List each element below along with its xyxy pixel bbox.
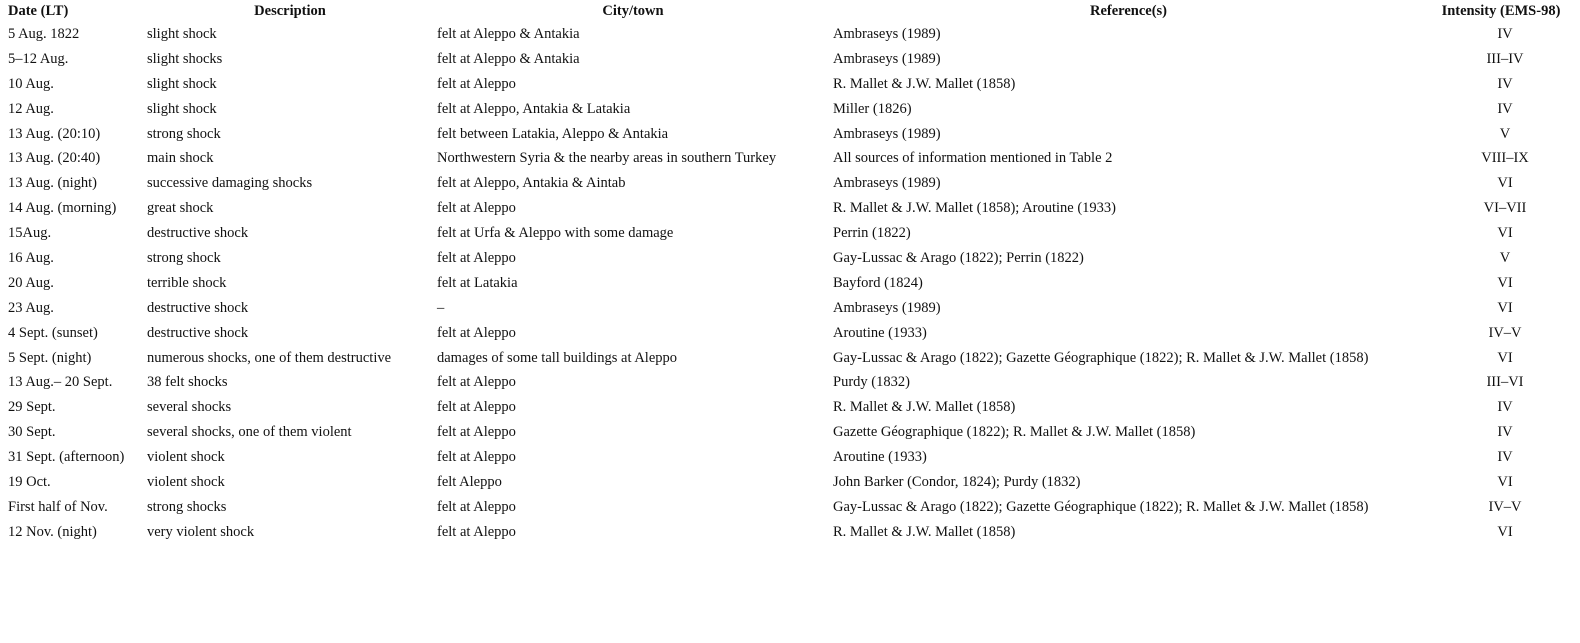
cell-city: felt at Aleppo	[437, 523, 516, 540]
cell-description: terrible shock	[147, 274, 227, 291]
table-row	[4, 321, 1574, 346]
table-row	[4, 47, 1574, 72]
cell-intensity: VI–VII	[1483, 200, 1527, 217]
cell-description: destructive shock	[147, 324, 249, 341]
table-row	[4, 22, 1574, 47]
cell-date: 5 Sept. (night)	[8, 349, 92, 366]
table-row	[4, 420, 1574, 445]
cell-references: R. Mallet & J.W. Mallet (1858)	[833, 523, 1016, 540]
cell-intensity: V	[1499, 125, 1511, 142]
cell-date: 10 Aug.	[8, 75, 54, 92]
cell-description: main shock	[147, 150, 214, 167]
cell-description: strong shock	[147, 125, 221, 142]
cell-description: slight shocks	[147, 50, 223, 67]
cell-date: 20 Aug.	[8, 274, 54, 291]
cell-references: Aroutine (1933)	[833, 324, 927, 341]
cell-intensity: VI	[1497, 349, 1513, 366]
table-row	[4, 122, 1574, 147]
cell-description: slight shock	[147, 75, 217, 92]
cell-date: 5–12 Aug.	[8, 50, 69, 67]
cell-city: felt between Latakia, Aleppo & Antakia	[437, 125, 669, 142]
cell-intensity: VI	[1497, 274, 1513, 291]
cell-date: 5 Aug. 1822	[8, 25, 80, 42]
table-row	[4, 296, 1574, 321]
cell-city: felt at Aleppo & Antakia	[437, 25, 580, 42]
table-row	[4, 271, 1574, 296]
table-row	[4, 445, 1574, 470]
cell-references: Ambraseys (1989)	[833, 175, 941, 192]
cell-intensity: IV	[1497, 449, 1513, 466]
cell-intensity: V	[1499, 249, 1511, 266]
cell-city: damages of some tall buildings at Aleppo	[437, 349, 678, 366]
cell-description: slight shock	[147, 100, 217, 117]
cell-city: felt at Aleppo & Antakia	[437, 50, 580, 67]
cell-city: felt at Latakia	[437, 274, 518, 291]
cell-city: felt at Aleppo	[437, 424, 516, 441]
cell-description: destructive shock	[147, 299, 249, 316]
cell-references: R. Mallet & J.W. Mallet (1858); Aroutine (1933)	[833, 200, 1116, 217]
table-row	[4, 146, 1574, 171]
header-date: Date (LT)	[8, 2, 69, 19]
cell-description: several shocks, one of them violent	[147, 424, 352, 441]
cell-date: 13 Aug.– 20 Sept.	[8, 374, 113, 391]
table-row	[4, 196, 1574, 221]
cell-references: Ambraseys (1989)	[833, 299, 941, 316]
cell-date: First half of Nov.	[8, 498, 108, 515]
cell-intensity: VI	[1497, 175, 1513, 192]
table-row	[4, 221, 1574, 246]
header-description: Description	[254, 2, 326, 19]
table-row	[4, 346, 1574, 371]
cell-city: felt at Aleppo	[437, 498, 516, 515]
cell-date: 12 Aug.	[8, 100, 54, 117]
cell-intensity: IV	[1497, 25, 1513, 42]
cell-description: numerous shocks, one of them destructive	[147, 349, 392, 366]
cell-city: felt at Aleppo	[437, 200, 516, 217]
cell-description: violent shock	[147, 473, 225, 490]
cell-date: 12 Nov. (night)	[8, 523, 97, 540]
cell-date: 23 Aug.	[8, 299, 54, 316]
cell-description: 38 felt shocks	[147, 374, 228, 391]
cell-description: several shocks	[147, 399, 232, 416]
cell-date: 13 Aug. (night)	[8, 175, 98, 192]
table-row	[4, 171, 1574, 196]
cell-intensity: IV	[1497, 424, 1513, 441]
cell-references: Gazette Géographique (1822); R. Mallet & J.W. Mallet (1858)	[833, 424, 1196, 441]
cell-city: Northwestern Syria & the nearby areas in southern Turkey	[437, 150, 777, 167]
cell-description: destructive shock	[147, 225, 249, 242]
cell-description: great shock	[147, 200, 214, 217]
cell-city: felt at Aleppo	[437, 374, 516, 391]
header-references: Reference(s)	[1089, 2, 1168, 19]
table-row	[4, 520, 1574, 545]
cell-city: –	[437, 299, 445, 316]
header-row	[4, 0, 1574, 22]
cell-references: Ambraseys (1989)	[833, 125, 941, 142]
cell-date: 13 Aug. (20:40)	[8, 150, 101, 167]
cell-references: Aroutine (1933)	[833, 449, 927, 466]
table-row	[4, 246, 1574, 271]
table-row	[4, 470, 1574, 495]
cell-intensity: III–VI	[1486, 374, 1524, 391]
header-intensity: Intensity (EMS-98)	[1441, 2, 1561, 19]
cell-city: felt at Aleppo	[437, 399, 516, 416]
cell-references: Purdy (1832)	[833, 374, 910, 391]
cell-date: 31 Sept. (afternoon)	[8, 449, 125, 466]
cell-references: Perrin (1822)	[833, 225, 911, 242]
table-header	[4, 0, 1574, 22]
cell-city: felt at Aleppo	[437, 324, 516, 341]
cell-date: 15Aug.	[8, 225, 52, 242]
cell-date: 4 Sept. (sunset)	[8, 324, 98, 341]
cell-date: 29 Sept.	[8, 399, 56, 416]
cell-description: strong shocks	[147, 498, 227, 515]
cell-city: felt Aleppo	[437, 473, 502, 490]
cell-intensity: III–IV	[1486, 50, 1524, 67]
cell-city: felt at Urfa & Aleppo with some damage	[437, 225, 674, 242]
earthquake-sequence-table	[4, 0, 1574, 545]
cell-description: successive damaging shocks	[147, 175, 313, 192]
cell-references: Miller (1826)	[833, 100, 912, 117]
cell-description: very violent shock	[147, 523, 255, 540]
cell-city: felt at Aleppo, Antakia & Aintab	[437, 175, 626, 192]
table-row	[4, 395, 1574, 420]
cell-date: 30 Sept.	[8, 424, 56, 441]
cell-intensity: VI	[1497, 299, 1513, 316]
cell-city: felt at Aleppo, Antakia & Latakia	[437, 100, 631, 117]
header-city: City/town	[602, 2, 664, 19]
cell-city: felt at Aleppo	[437, 449, 516, 466]
cell-intensity: IV–V	[1488, 324, 1522, 341]
cell-date: 16 Aug.	[8, 249, 54, 266]
cell-city: felt at Aleppo	[437, 249, 516, 266]
cell-date: 13 Aug. (20:10)	[8, 125, 101, 142]
table-body	[4, 22, 1574, 545]
cell-intensity: VIII–IX	[1481, 150, 1529, 167]
cell-description: violent shock	[147, 449, 225, 466]
cell-description: strong shock	[147, 249, 221, 266]
cell-references: Gay-Lussac & Arago (1822); Gazette Géographique (1822); R. Mallet & J.W. Mallet (1858)	[833, 498, 1369, 515]
cell-references: R. Mallet & J.W. Mallet (1858)	[833, 75, 1016, 92]
cell-intensity: VI	[1497, 473, 1513, 490]
table-row	[4, 72, 1574, 97]
cell-intensity: IV	[1497, 399, 1513, 416]
cell-intensity: IV	[1497, 75, 1513, 92]
cell-intensity: VI	[1497, 225, 1513, 242]
cell-description: slight shock	[147, 25, 217, 42]
table-row	[4, 97, 1574, 122]
cell-references: John Barker (Condor, 1824); Purdy (1832)	[833, 473, 1081, 490]
cell-references: R. Mallet & J.W. Mallet (1858)	[833, 399, 1016, 416]
cell-references: Gay-Lussac & Arago (1822); Perrin (1822)	[833, 249, 1084, 266]
table-row	[4, 370, 1574, 395]
cell-intensity: IV–V	[1488, 498, 1522, 515]
cell-intensity: IV	[1497, 100, 1513, 117]
cell-date: 14 Aug. (morning)	[8, 200, 117, 217]
cell-city: felt at Aleppo	[437, 75, 516, 92]
cell-references: All sources of information mentioned in Table 2	[833, 150, 1113, 167]
cell-intensity: VI	[1497, 523, 1513, 540]
cell-references: Ambraseys (1989)	[833, 25, 941, 42]
table-row	[4, 495, 1574, 520]
cell-date: 19 Oct.	[8, 473, 51, 490]
cell-references: Bayford (1824)	[833, 274, 923, 291]
cell-references: Gay-Lussac & Arago (1822); Gazette Géographique (1822); R. Mallet & J.W. Mallet (1858)	[833, 349, 1369, 366]
cell-references: Ambraseys (1989)	[833, 50, 941, 67]
